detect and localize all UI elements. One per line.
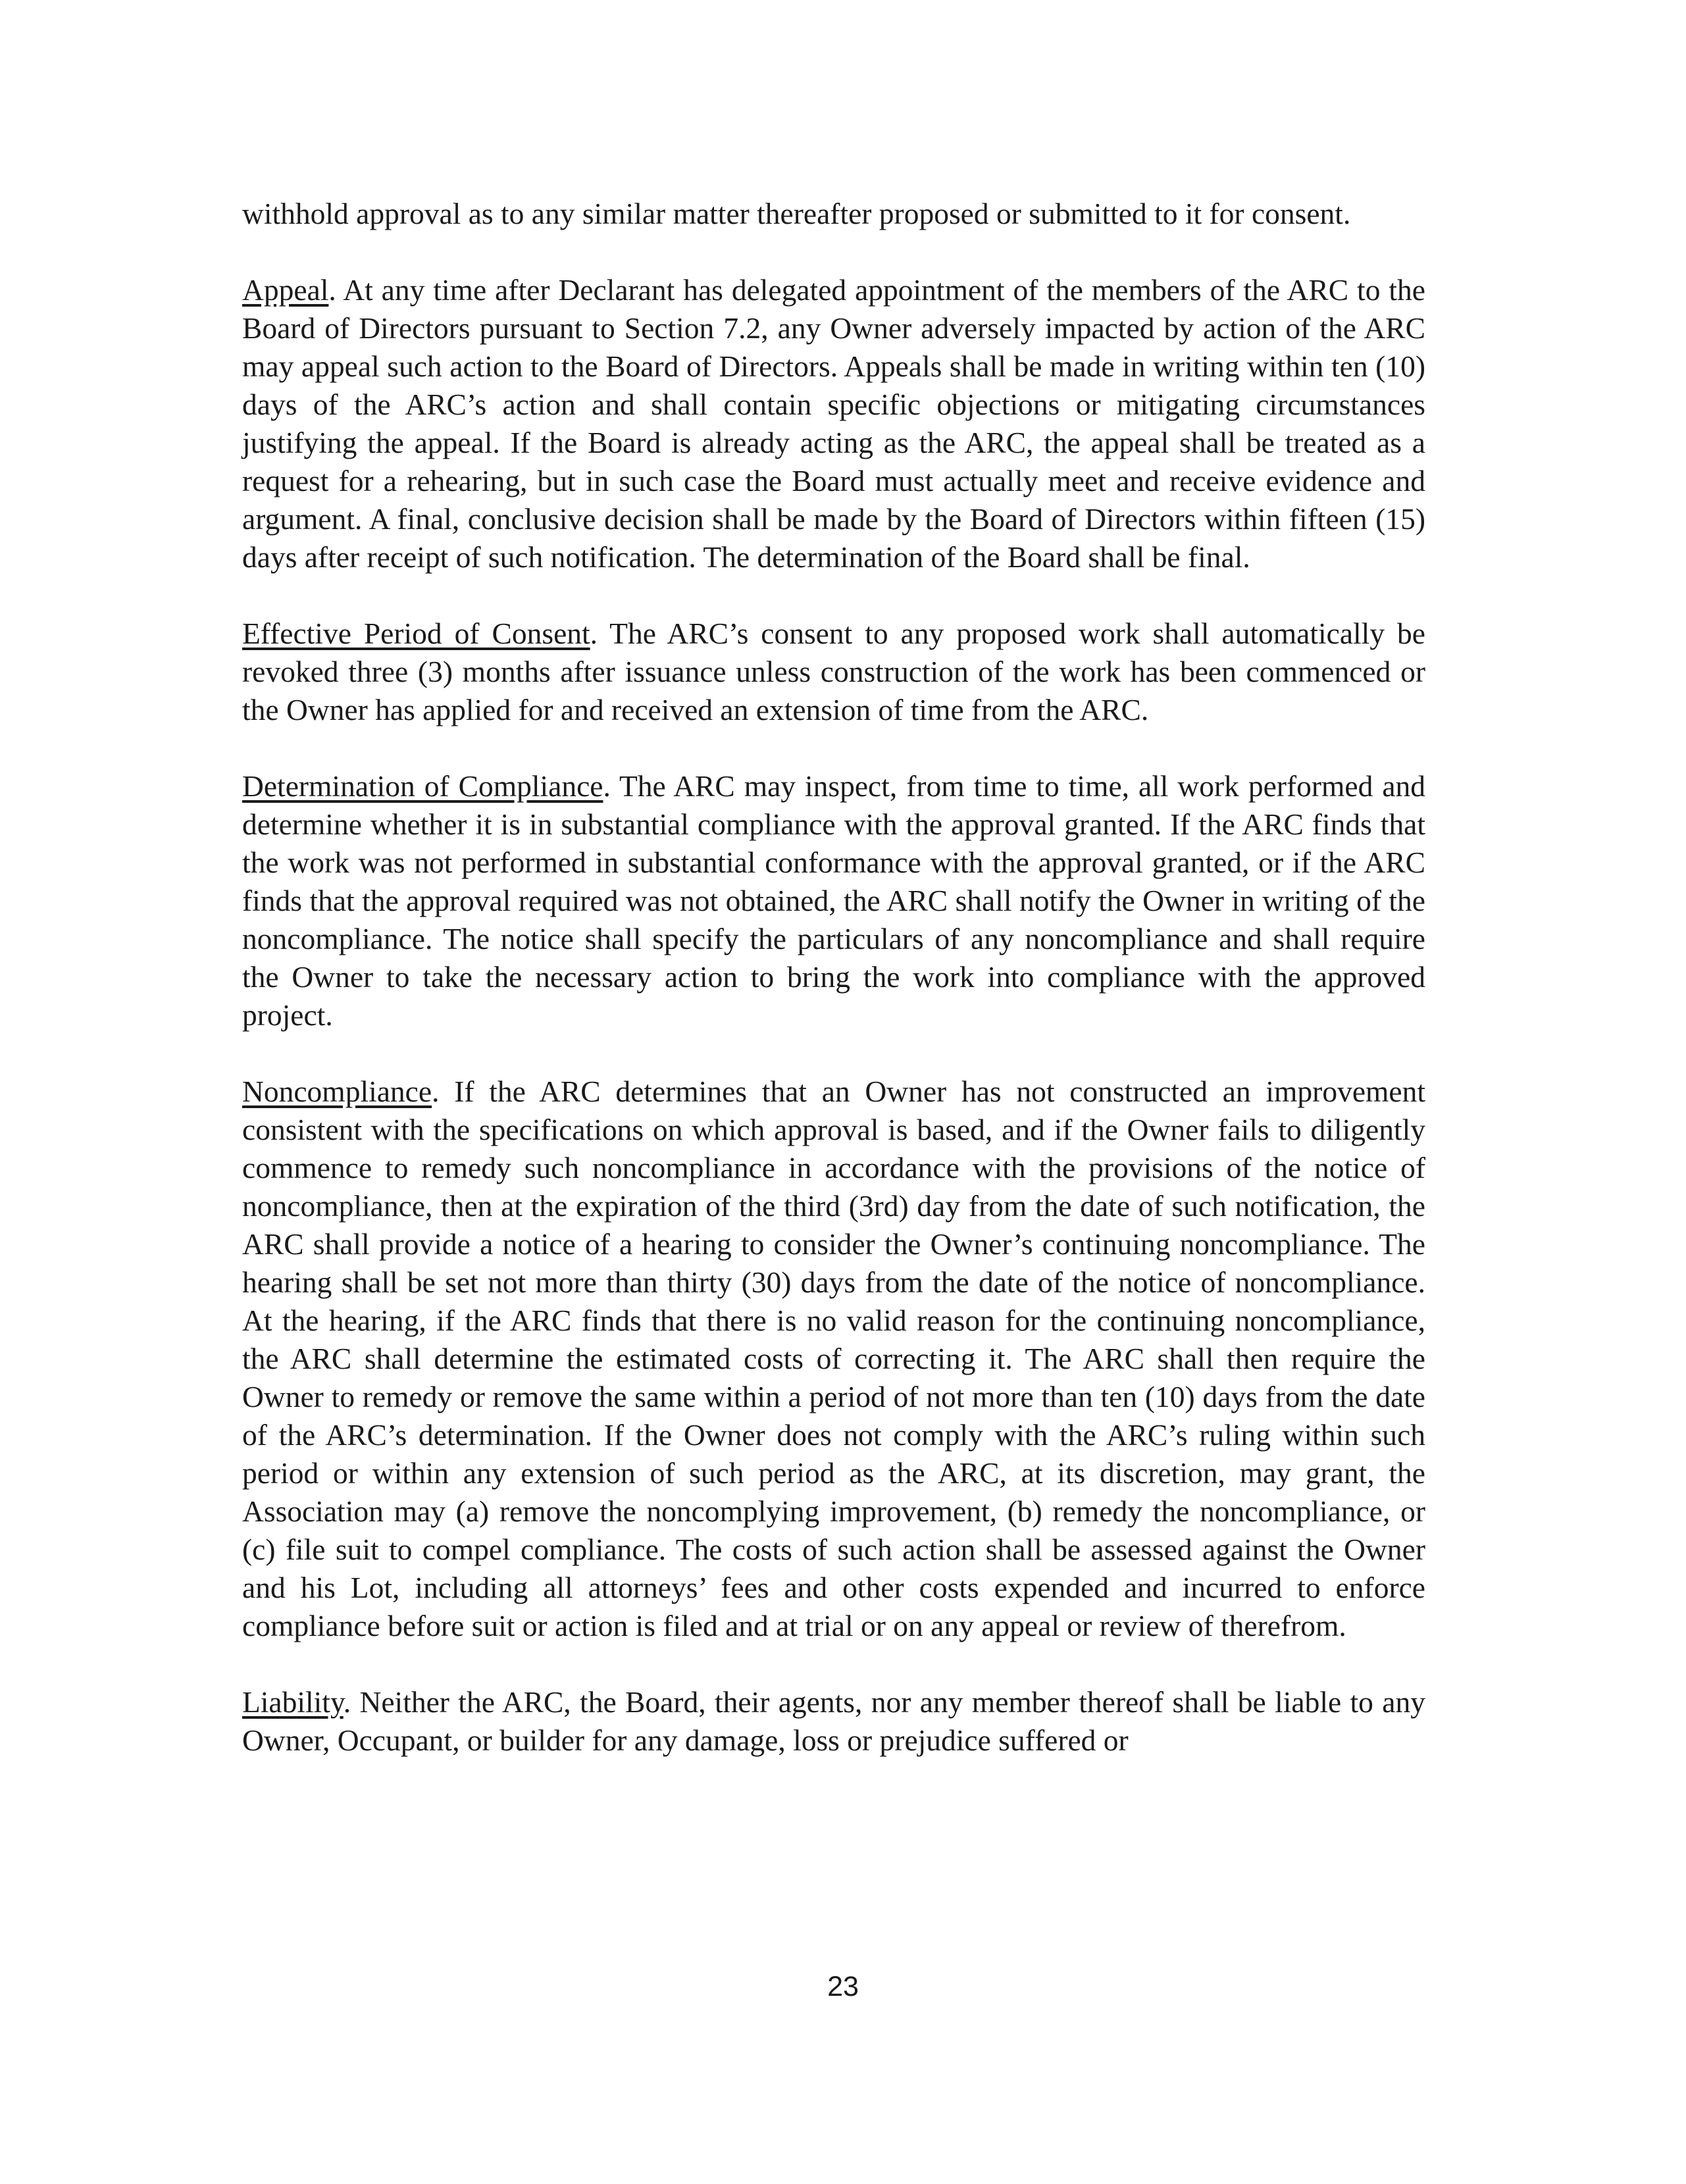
- paragraph-text: . Neither the ARC, the Board, their agents, nor any member thereof shall be liable to any Owner, Occupant, or builder for any damage, loss or prejudice suffered or: [242, 1685, 1425, 1757]
- paragraph-determination-of-compliance: [242, 767, 1425, 1034]
- paragraph-text: withhold approval as to any similar matter thereafter proposed or submitted to it for consent.: [242, 197, 1351, 230]
- section-heading-determination-of-compliance: Determination of Compliance: [242, 769, 603, 803]
- document-body: [242, 195, 1425, 1760]
- section-heading-effective-period: Effective Period of Consent: [242, 617, 590, 650]
- paragraph-appeal: [242, 271, 1425, 576]
- paragraph-liability: [242, 1683, 1425, 1760]
- section-heading-liability: Liability: [242, 1685, 344, 1719]
- paragraph-text: . The ARC’s consent to any proposed work shall automatically be revoked three (3) months after issuance unless construction of the work has been commenced or the Owner has applied for and received an extension of time from the ARC.: [242, 617, 1425, 726]
- paragraph-noncompliance: [242, 1073, 1425, 1645]
- paragraph-text: . At any time after Declarant has delegated appointment of the members of the ARC to the Board of Directors pursuant to Section 7.2, any Owner adversely impacted by action of the ARC may appeal such action to the Board of Directors. Appeals shall be made in writing within ten (10) days of the ARC’s action and shall contain specific objections or mitigating circumstances justifying the appeal. If the Board is already acting as the ARC, the appeal shall be treated as a request for a rehearing, but in such case the Board must actually meet and receive evidence and argument. A final, conclusive decision shall be made by the Board of Directors within fifteen (15) days after receipt of such notification. The determination of the Board shall be final.: [242, 273, 1425, 574]
- paragraph-text: . The ARC may inspect, from time to time, all work performed and determine whether it is in substantial compliance with the approval granted. If the ARC finds that the work was not performed in substantial conformance with the approval granted, or if the ARC finds that the approval required was not obtained, the ARC shall notify the Owner in writing of the noncompliance. The notice shall specify the particulars of any noncompliance and shall require the Owner to take the necessary action to bring the work into compliance with the approved project.: [242, 769, 1426, 1032]
- page-number: 23: [827, 1971, 859, 2002]
- section-heading-noncompliance: Noncompliance: [242, 1075, 432, 1108]
- paragraph-text: . If the ARC determines that an Owner has not constructed an improvement consistent with the specifications on which approval is based, and if the Owner fails to diligently commence to remedy such noncompliance in accordance with the provisions of the notice of noncompliance, then at the expiration of the third (3rd) day from the date of such notification, the ARC shall provide a notice of a hearing to consider the Owner’s continuing noncompliance. The hearing shall be set not more than thirty (30) days from the date of the notice of noncompliance. At the hearing, if the ARC finds that there is no valid reason for the continuing noncompliance, the ARC shall determine the estimated costs of correcting it. The ARC shall then require the Owner to remedy or remove the same within a period of not more than ten (10) days from the date of the ARC’s determination. If the Owner does not comply with the ARC’s ruling within such period or within any extension of such period as the ARC, at its discretion, may grant, the Association may (a) remove the noncomplying improvement, (b) remedy the noncompliance, or (c) file suit to compel compliance. The costs of such action shall be assessed against the Owner and his Lot, including all attorneys’ fees and other costs expended and incurred to enforce compliance before suit or action is filed and at trial or on any appeal or review of therefrom.: [242, 1075, 1425, 1642]
- paragraph-effective-period: [242, 615, 1425, 729]
- paragraph-continuation: [242, 195, 1425, 233]
- section-heading-appeal: Appeal: [242, 273, 329, 307]
